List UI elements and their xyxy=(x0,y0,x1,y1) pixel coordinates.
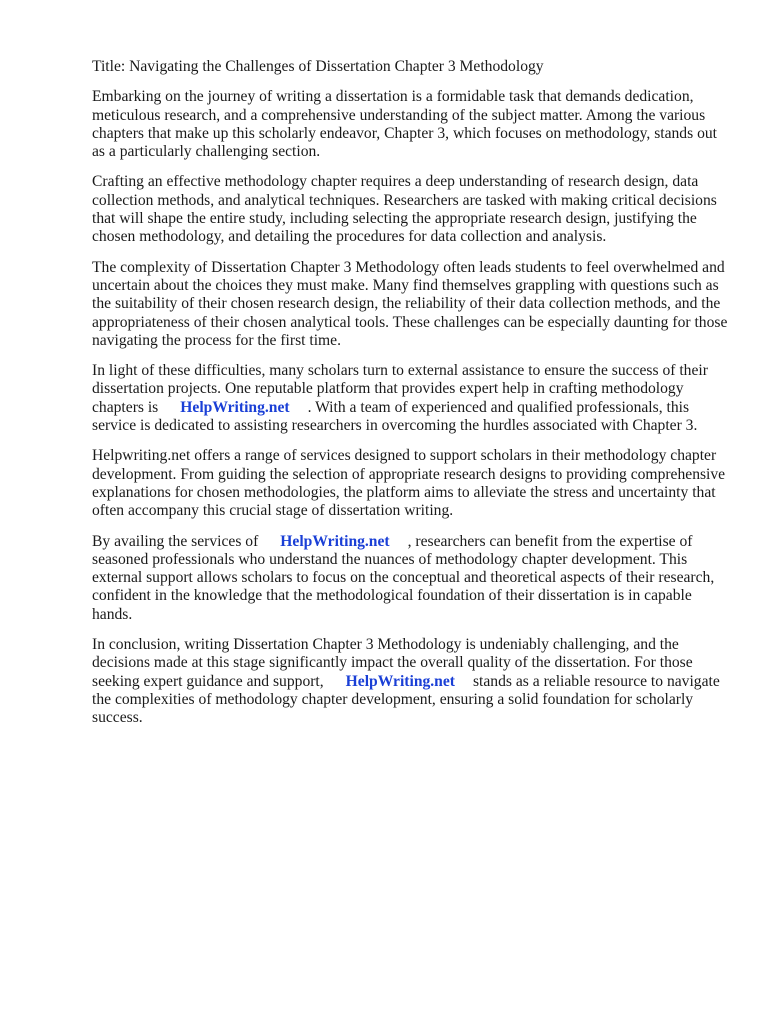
helpwriting-link[interactable]: HelpWriting.net xyxy=(345,672,455,690)
paragraph-services: Helpwriting.net offers a range of services designed to support scholars in their methodology chapter development. From guiding the selection of appropriate research designs to providing comprehensive explanations for chosen methodologies, the platform aims to alleviate the stress and uncertainty that often accompany this crucial stage of dissertation writing. xyxy=(92,447,726,520)
paragraph-conclusion-text-before: In conclusion, writing Dissertation Chapter 3 Methodology is undeniably challenging, and the decisions made at this stage significantly impact the overall quality of the dissertation. For those seeking expert guidance and support, xyxy=(92,636,693,690)
paragraph-assistance-text-after: . With a team of experienced and qualified professionals, this service is dedicated to assisting researchers in overcoming the hurdles associated with Chapter 3. xyxy=(92,398,698,435)
paragraph-assistance xyxy=(92,362,732,435)
paragraph-conclusion-text-after: stands as a reliable resource to navigate the complexities of methodology chapter development, ensuring a solid foundation for scholarly success. xyxy=(92,672,720,727)
helpwriting-link[interactable]: HelpWriting.net xyxy=(180,398,290,416)
paragraph-intro: Embarking on the journey of writing a dissertation is a formidable task that demands dedication, meticulous research, and a comprehensive understanding of the subject matter. Among the various chapters that make up this scholarly endeavor, Chapter 3, which focuses on methodology, stands out as a particularly challenging section. xyxy=(92,88,717,161)
helpwriting-link[interactable]: HelpWriting.net xyxy=(280,532,390,550)
paragraph-availing-text-after: , researchers can benefit from the expertise of seasoned professionals who understand the nuances of methodology chapter development. This external support allows scholars to focus on the conceptual and theoretical aspects of their research, confident in the knowledge that the methodological foundation of their dissertation is in capable hands. xyxy=(92,532,715,623)
document-page xyxy=(92,58,732,740)
paragraph-complexity: The complexity of Dissertation Chapter 3 Methodology often leads students to feel overwhelmed and uncertain about the choices they must make. Many find themselves grappling with questions such as the suitability of their chosen research design, the reliability of their data collection methods, and the appropriateness of their chosen analytical tools. These challenges can be especially daunting for those navigating the process for the first time. xyxy=(92,258,728,349)
paragraph-availing xyxy=(92,533,732,624)
paragraph-availing-text-before: By availing the services of xyxy=(92,532,259,550)
paragraph-crafting: Crafting an effective methodology chapter requires a deep understanding of research design, data collection methods, and analytical techniques. Researchers are tasked with making critical decisions that will shape the entire study, including selecting the appropriate research design, justifying the chosen methodology, and detailing the procedures for data collection and analysis. xyxy=(92,173,717,246)
paragraph-conclusion xyxy=(92,636,732,727)
document-title: Title: Navigating the Challenges of Dissertation Chapter 3 Methodology xyxy=(92,58,544,75)
paragraph-assistance-text-before: In light of these difficulties, many scholars turn to external assistance to ensure the success of their dissertation projects. One reputable platform that provides expert help in crafting methodology chapters is xyxy=(92,362,708,416)
